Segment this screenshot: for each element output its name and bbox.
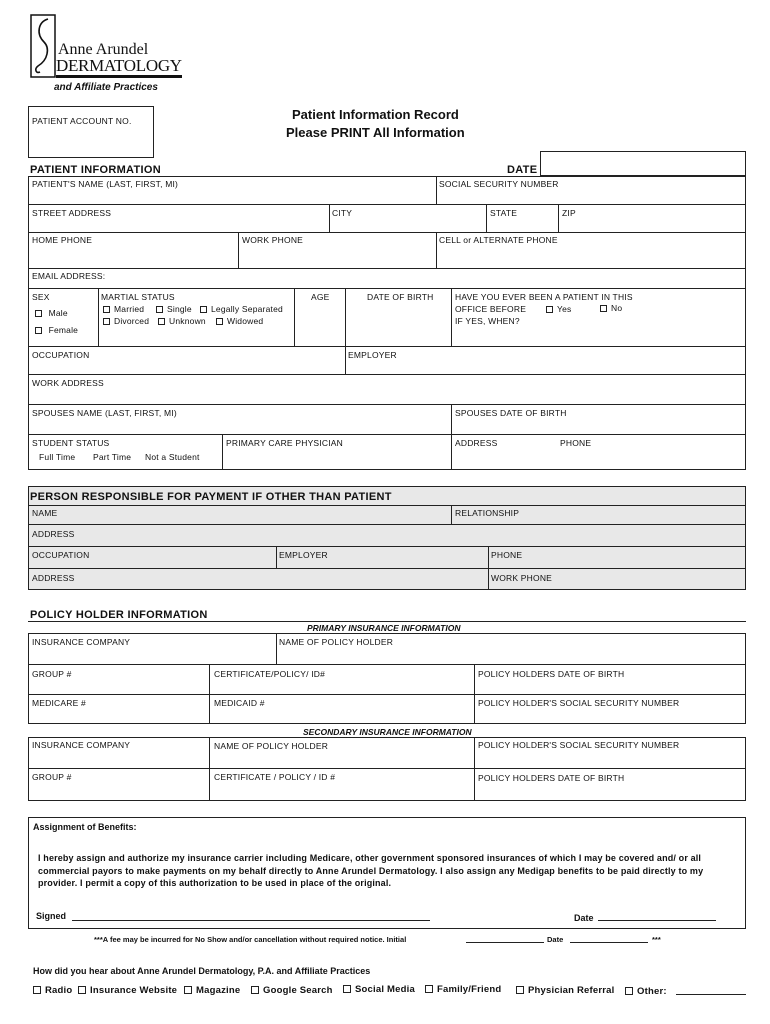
primary-holder-dob-field[interactable]: POLICY HOLDERS DATE OF BIRTH — [478, 669, 625, 679]
fee-stars: *** — [652, 935, 661, 944]
logo-underline — [56, 75, 182, 78]
employer-field[interactable]: EMPLOYER — [348, 350, 397, 360]
fee-initial-line[interactable] — [466, 942, 544, 943]
pcp-address-field[interactable]: ADDRESS — [455, 438, 498, 448]
assignment-title: Assignment of Benefits: — [33, 822, 137, 832]
marital-unknown-checkbox[interactable]: Unknown — [158, 316, 206, 326]
primary-certificate-field[interactable]: CERTIFICATE/POLICY/ ID# — [214, 669, 326, 679]
sex-female-checkbox[interactable]: Female — [35, 325, 78, 335]
referral-social-media-checkbox[interactable]: Social Media — [343, 984, 415, 995]
fee-date-label: Date — [547, 935, 564, 944]
marital-divorced-checkbox[interactable]: Divorced — [103, 316, 149, 326]
referral-radio-checkbox[interactable]: Radio — [33, 985, 72, 996]
form-subtitle: Please PRINT All Information — [286, 125, 465, 140]
account-number-label: PATIENT ACCOUNT NO. — [32, 116, 132, 126]
primary-holder-ssn-field[interactable]: POLICY HOLDER'S SOCIAL SECURITY NUMBER — [478, 698, 680, 708]
patient-section-title: PATIENT INFORMATION — [30, 164, 161, 176]
responsible-name-field[interactable]: NAME — [32, 508, 58, 518]
assignment-text: I hereby assign and authorize my insurance carrier including Medicare, other government sponsored insurances of which I may be covered and/ or all commercial payors to make payments on my behalf directly to Anne Arundel Dermatology. I also assign any Medigap benefits to be paid directly to my provider. I permit a copy of this authorization to be used in place of the original. — [38, 853, 704, 888]
marital-single-checkbox[interactable]: Single — [156, 304, 192, 314]
sex-label: SEX — [32, 292, 50, 302]
zip-field[interactable]: ZIP — [562, 208, 576, 218]
primary-group-field[interactable]: GROUP # — [32, 669, 72, 679]
referral-magazine-checkbox[interactable]: Magazine — [184, 985, 240, 996]
medicaid-field[interactable]: MEDICAID # — [214, 698, 265, 708]
referral-family-friend-checkbox[interactable]: Family/Friend — [425, 984, 501, 995]
logo-s-icon — [30, 14, 56, 78]
prev-patient-question-2: OFFICE BEFORE — [455, 304, 527, 314]
prev-patient-when[interactable]: IF YES, WHEN? — [455, 316, 520, 326]
student-part-time[interactable]: Part Time — [93, 452, 132, 462]
work-address-field[interactable]: WORK ADDRESS — [32, 378, 104, 388]
responsible-phone-field[interactable]: PHONE — [491, 550, 523, 560]
street-address-field[interactable]: STREET ADDRESS — [32, 208, 112, 218]
secondary-insurance-title: SECONDARY INSURANCE INFORMATION — [303, 727, 472, 737]
logo-line2: DERMATOLOGY — [56, 56, 182, 75]
logo — [30, 14, 185, 80]
marital-widowed-checkbox[interactable]: Widowed — [216, 316, 263, 326]
account-number-box[interactable] — [28, 106, 154, 158]
logo-line1: Anne Arundel — [58, 41, 149, 58]
home-phone-field[interactable]: HOME PHONE — [32, 235, 93, 245]
responsible-address-field[interactable]: ADDRESS — [32, 529, 75, 539]
form-title: Patient Information Record — [292, 107, 459, 122]
prev-patient-question: HAVE YOU EVER BEEN A PATIENT IN THIS — [455, 292, 633, 302]
city-field[interactable]: CITY — [332, 208, 353, 218]
pcp-phone-field[interactable]: PHONE — [560, 438, 592, 448]
responsible-employer-field[interactable]: EMPLOYER — [279, 550, 328, 560]
fee-notice: ***A fee may be incurred for No Show and/or cancellation without required notice. Initial — [94, 935, 407, 944]
date-field[interactable] — [540, 151, 746, 176]
primary-insurance-company-field[interactable]: INSURANCE COMPANY — [32, 637, 131, 647]
referral-other-line[interactable] — [676, 994, 746, 995]
signature-date-label: Date — [574, 913, 594, 923]
medicare-field[interactable]: MEDICARE # — [32, 698, 86, 708]
secondary-certificate-field[interactable]: CERTIFICATE / POLICY / ID # — [214, 772, 336, 782]
cell-phone-field[interactable]: CELL or ALTERNATE PHONE — [439, 235, 558, 245]
occupation-field[interactable]: OCCUPATION — [32, 350, 90, 360]
signature-line[interactable] — [72, 920, 430, 921]
referral-insurance-website-checkbox[interactable]: Insurance Website — [78, 985, 177, 996]
referral-physician-checkbox[interactable]: Physician Referral — [516, 985, 615, 996]
referral-other-checkbox[interactable]: Other: — [625, 986, 667, 997]
primary-holder-name-field[interactable]: NAME OF POLICY HOLDER — [279, 637, 394, 647]
fee-date-line[interactable] — [570, 942, 648, 943]
secondary-holder-name-field[interactable]: NAME OF POLICY HOLDER — [214, 741, 329, 751]
responsible-occupation-field[interactable]: OCCUPATION — [32, 550, 90, 560]
responsible-work-phone-field[interactable]: WORK PHONE — [491, 573, 553, 583]
policy-section-title: POLICY HOLDER INFORMATION — [30, 609, 208, 621]
prev-patient-yes-checkbox[interactable]: Yes — [546, 304, 571, 314]
marital-status-label: MARTIAL STATUS — [101, 292, 175, 302]
student-not-student[interactable]: Not a Student — [145, 452, 200, 462]
age-field[interactable]: AGE — [311, 292, 330, 302]
state-field[interactable]: STATE — [490, 208, 518, 218]
patient-name-field[interactable]: PATIENT'S NAME (LAST, FIRST, MI) — [32, 179, 179, 189]
responsible-section-title: PERSON RESPONSIBLE FOR PAYMENT IF OTHER THAN PATIENT — [30, 491, 392, 503]
ssn-field[interactable]: SOCIAL SECURITY NUMBER — [439, 179, 559, 189]
secondary-group-field[interactable]: GROUP # — [32, 772, 72, 782]
prev-patient-no-checkbox[interactable]: No — [600, 303, 622, 313]
signature-date-line[interactable] — [598, 920, 716, 921]
responsible-address2-field[interactable]: ADDRESS — [32, 573, 75, 583]
affiliate-text: and Affiliate Practices — [54, 82, 158, 93]
student-status-label: STUDENT STATUS — [32, 438, 110, 448]
responsible-relationship-field[interactable]: RELATIONSHIP — [455, 508, 520, 518]
secondary-insurance-company-field[interactable]: INSURANCE COMPANY — [32, 740, 131, 750]
student-full-time[interactable]: Full Time — [39, 452, 76, 462]
primary-insurance-title: PRIMARY INSURANCE INFORMATION — [307, 623, 461, 633]
dob-field[interactable]: DATE OF BIRTH — [367, 292, 434, 302]
referral-google-search-checkbox[interactable]: Google Search — [251, 985, 333, 996]
spouse-name-field[interactable]: SPOUSES NAME (LAST, FIRST, MI) — [32, 408, 177, 418]
pcp-field[interactable]: PRIMARY CARE PHYSICIAN — [226, 438, 343, 448]
sex-male-checkbox[interactable]: Male — [35, 308, 68, 318]
marital-married-checkbox[interactable]: Married — [103, 304, 144, 314]
secondary-holder-dob-field[interactable]: POLICY HOLDERS DATE OF BIRTH — [478, 773, 625, 783]
referral-question: How did you hear about Anne Arundel Dermatology, P.A. and Affiliate Practices — [33, 966, 371, 976]
secondary-holder-ssn-field[interactable]: POLICY HOLDER'S SOCIAL SECURITY NUMBER — [478, 740, 680, 750]
work-phone-field[interactable]: WORK PHONE — [242, 235, 304, 245]
date-label: DATE — [507, 164, 538, 176]
spouse-dob-field[interactable]: SPOUSES DATE OF BIRTH — [455, 408, 567, 418]
marital-separated-checkbox[interactable]: Legally Separated — [200, 304, 283, 314]
signature-label: Signed — [36, 911, 67, 921]
email-field[interactable]: EMAIL ADDRESS: — [32, 271, 106, 281]
